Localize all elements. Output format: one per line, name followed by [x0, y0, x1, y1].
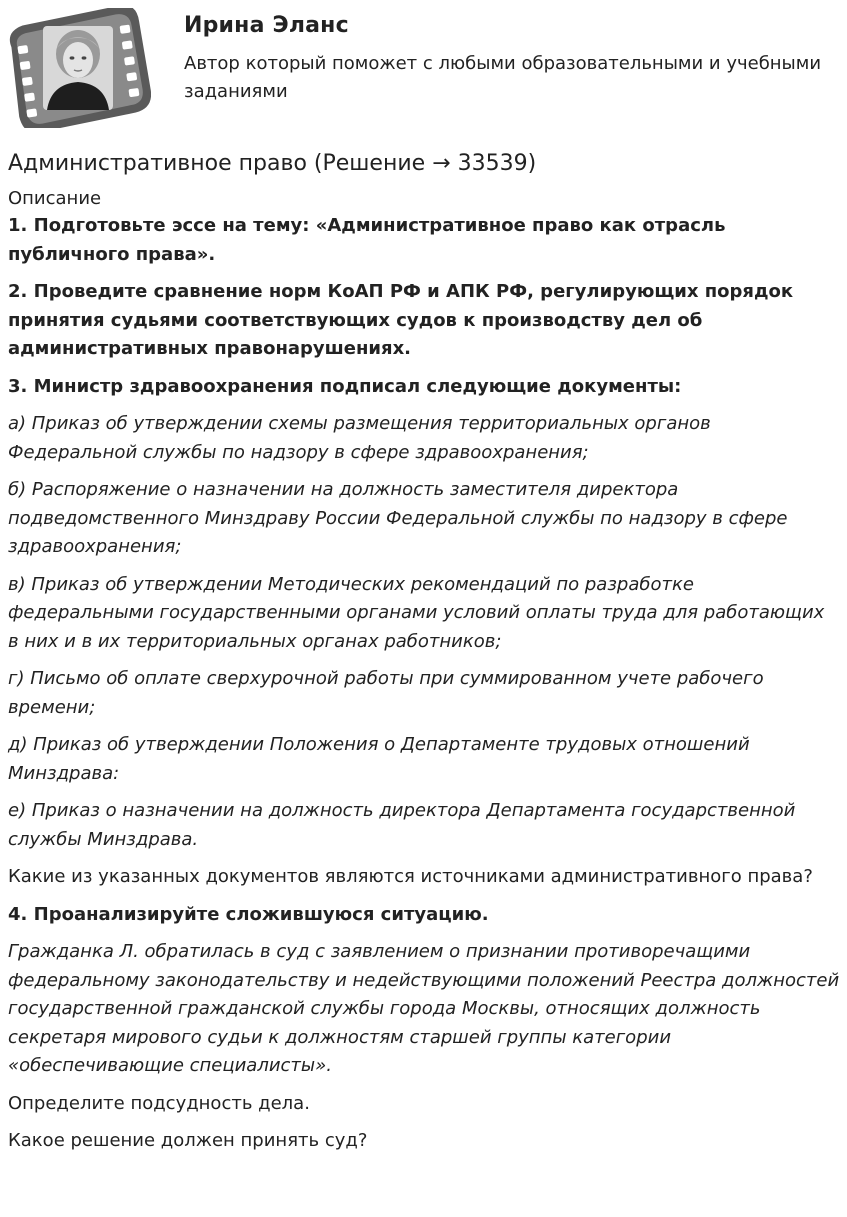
paragraph-item-g: г) Письмо об оплате сверхурочной работы при суммированном учете рабочего времени;	[8, 668, 764, 718]
paragraph-item-v: в) Приказ об утверждении Методических рекомендаций по разработке федеральными государственными органами условий оплаты труда для работающих в них и в их территориальных органах работников;	[8, 573, 825, 652]
paragraph-task-2: 2. Проведите сравнение норм КоАП РФ и АПК РФ, регулирующих порядок принятия судьями соответствующих судов к производству дел об административных правонарушениях.	[8, 281, 794, 359]
author-name: Ирина Эланс	[184, 13, 349, 38]
paragraph-item-d: д) Приказ об утверждении Положения о Департаменте трудовых отношений Минздрава:	[8, 734, 750, 784]
document-content	[8, 148, 840, 1165]
author-avatar	[7, 8, 151, 128]
author-card	[0, 0, 847, 140]
paragraph-question-sources: Какие из указанных документов являются источниками административного права?	[8, 866, 813, 887]
paragraph-task-3: 3. Министр здравоохранения подписал следующие документы:	[8, 375, 682, 397]
paragraph-task-1: 1. Подготовьте эссе на тему: «Административное право как отрасль публичного права».	[8, 215, 726, 265]
task-text	[8, 212, 840, 1156]
page-title: Административное право (Решение → 33539)	[8, 151, 537, 176]
paragraph-task-4: 4. Проанализируйте сложившуюся ситуацию.	[8, 903, 489, 925]
paragraph-item-e: е) Приказ о назначении на должность директора Департамента государственной службы Минздрава.	[8, 800, 796, 850]
paragraph-question-jurisdiction: Определите подсудность дела.	[8, 1092, 310, 1114]
paragraph-item-b: б) Распоряжение о назначении на должность заместителя директора подведомственного Минздраву России Федеральной службы по надзору в сфере здравоохранения;	[8, 479, 788, 557]
section-label: Описание	[8, 188, 102, 209]
author-description: Автор который поможет с любыми образовательными и учебными заданиями	[184, 53, 822, 102]
paragraph-case: Гражданка Л. обратилась в суд с заявлением о признании противоречащими федеральному законодательству и недействующими положений Реестра должностей государственной гражданской службы города Москвы, относящих должность секретаря мирового судьи к должностям старшей группы категории «обеспечивающие специалисты».	[8, 941, 840, 1076]
paragraph-question-decision: Какое решение должен принять суд?	[8, 1130, 368, 1151]
paragraph-item-a: а) Приказ об утверждении схемы размещения территориальных органов Федеральной службы по надзору в сфере здравоохранения;	[8, 413, 711, 463]
